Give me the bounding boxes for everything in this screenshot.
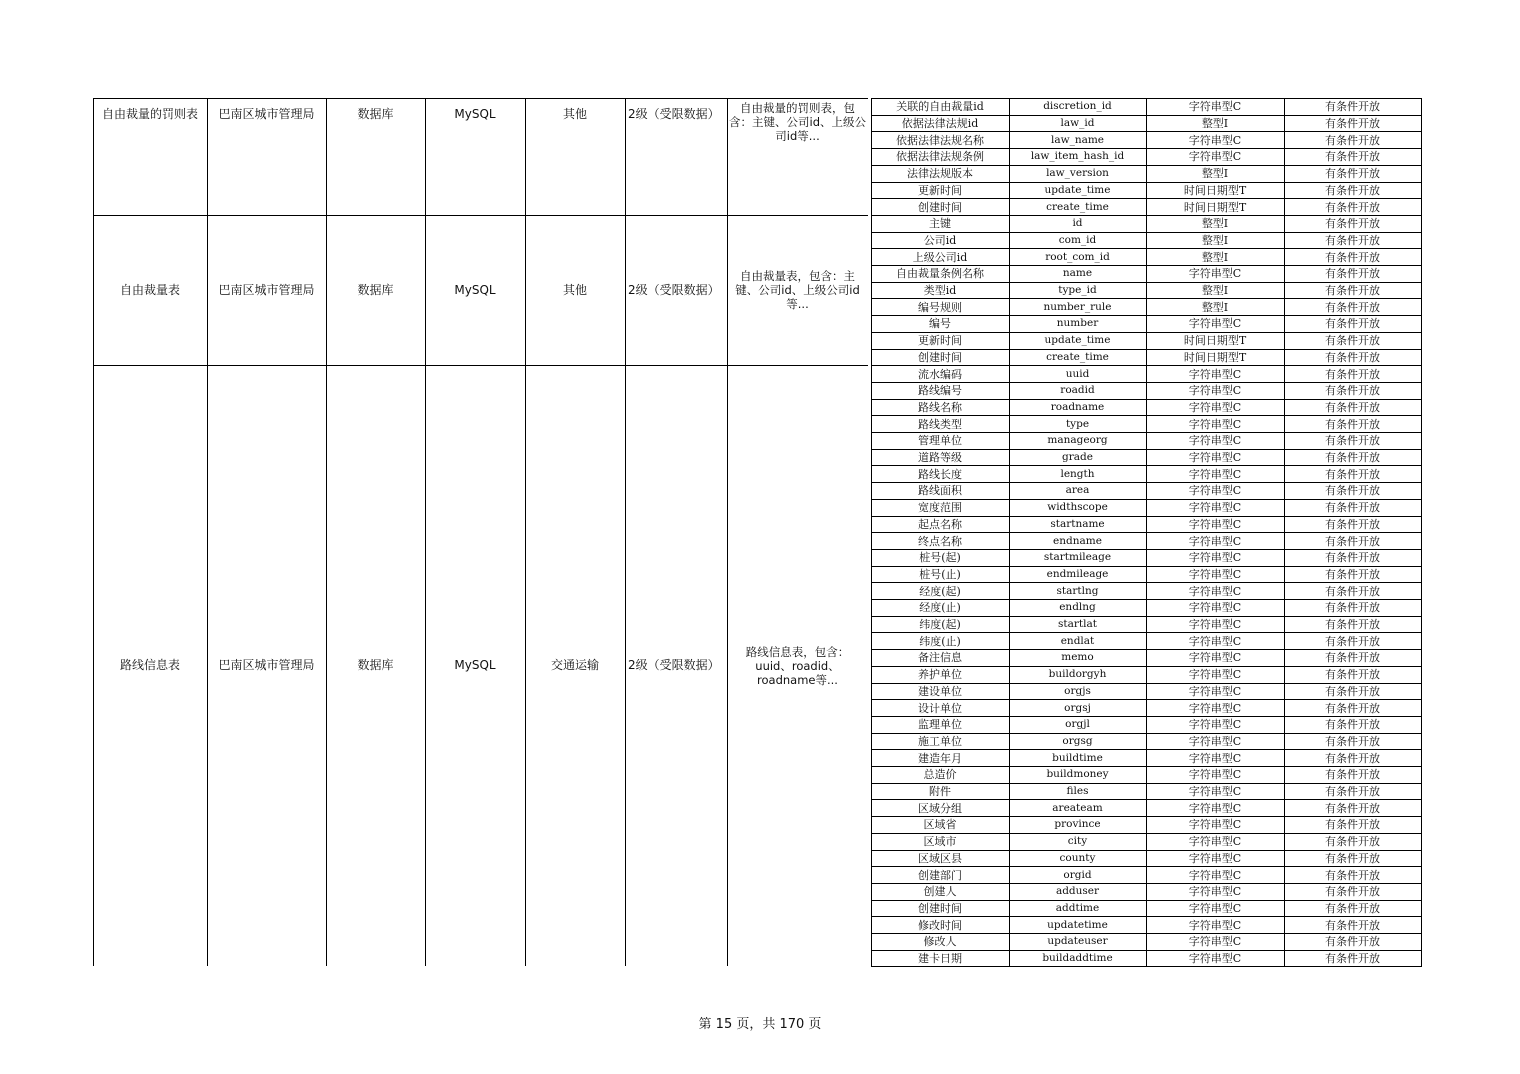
field-code: startlat bbox=[1058, 618, 1097, 631]
field-data-type: 字符串型C bbox=[1188, 868, 1242, 882]
grid-line bbox=[1284, 98, 1285, 967]
field-data-type: 字符串型C bbox=[1188, 634, 1242, 648]
field-cn-name: 区域省 bbox=[923, 818, 957, 832]
field-code: manageorg bbox=[1047, 434, 1108, 447]
field-open-type: 有条件开放 bbox=[1325, 668, 1380, 682]
field-code: number bbox=[1056, 317, 1099, 330]
field-data-type: 字符串型C bbox=[1188, 317, 1242, 331]
field-data-type: 字符串型C bbox=[1188, 551, 1242, 565]
grid-line bbox=[93, 215, 868, 216]
field-code: update_time bbox=[1044, 334, 1111, 347]
field-cn-name: 区域区县 bbox=[918, 851, 962, 865]
field-cn-name: 管理单位 bbox=[918, 434, 962, 448]
field-code: law_item_hash_id bbox=[1030, 150, 1125, 163]
field-data-type: 字符串型C bbox=[1188, 651, 1242, 665]
field-open-type: 有条件开放 bbox=[1325, 167, 1380, 181]
field-code: number_rule bbox=[1043, 300, 1112, 313]
field-cn-name: 路线名称 bbox=[918, 400, 962, 414]
field-open-type: 有条件开放 bbox=[1325, 835, 1380, 849]
field-open-type: 有条件开放 bbox=[1325, 801, 1380, 815]
field-open-type: 有条件开放 bbox=[1325, 467, 1380, 481]
field-open-type: 有条件开放 bbox=[1325, 183, 1380, 197]
field-cn-name: 备注信息 bbox=[918, 651, 962, 665]
field-data-type: 字符串型C bbox=[1188, 885, 1242, 899]
field-cn-name: 公司id bbox=[923, 233, 957, 247]
group-2-db-type: MySQL bbox=[454, 658, 496, 673]
field-code: updateuser bbox=[1047, 935, 1108, 948]
field-cn-name: 创建人 bbox=[923, 885, 957, 899]
field-data-type: 字符串型C bbox=[1188, 451, 1242, 465]
field-cn-name: 关联的自由裁量id bbox=[896, 100, 984, 114]
field-open-type: 有条件开放 bbox=[1325, 284, 1380, 298]
field-open-type: 有条件开放 bbox=[1325, 217, 1380, 231]
field-code: widthscope bbox=[1047, 501, 1108, 514]
group-1-db-type: MySQL bbox=[454, 282, 496, 297]
grid-line bbox=[93, 98, 868, 99]
field-open-type: 有条件开放 bbox=[1325, 634, 1380, 648]
group-0-description: 自由裁量的罚则表，包含：主键、公司id、上级公司id等... bbox=[729, 101, 866, 143]
field-data-type: 整型I bbox=[1201, 284, 1229, 298]
field-data-type: 字符串型C bbox=[1188, 517, 1242, 531]
field-cn-name: 区域分组 bbox=[918, 801, 962, 815]
field-open-type: 有条件开放 bbox=[1325, 785, 1380, 799]
field-cn-name: 路线编号 bbox=[918, 384, 962, 398]
field-open-type: 有条件开放 bbox=[1325, 918, 1380, 932]
field-code: startname bbox=[1050, 517, 1105, 530]
field-code: updatetime bbox=[1047, 918, 1108, 931]
field-open-type: 有条件开放 bbox=[1325, 200, 1380, 214]
field-open-type: 有条件开放 bbox=[1325, 885, 1380, 899]
field-open-type: 有条件开放 bbox=[1325, 567, 1380, 581]
field-data-type: 字符串型C bbox=[1188, 684, 1242, 698]
field-open-type: 有条件开放 bbox=[1325, 501, 1380, 515]
field-code: law_version bbox=[1046, 167, 1109, 180]
field-data-type: 字符串型C bbox=[1188, 584, 1242, 598]
field-data-type: 字符串型C bbox=[1188, 133, 1242, 147]
field-cn-name: 终点名称 bbox=[918, 534, 962, 548]
field-code: county bbox=[1059, 851, 1096, 864]
group-0-category: 其他 bbox=[562, 107, 587, 122]
field-cn-name: 建卡日期 bbox=[918, 952, 962, 966]
group-1-description: 自由裁量表，包含：主键、公司id、上级公司id等... bbox=[735, 269, 860, 312]
field-cn-name: 创建部门 bbox=[918, 868, 962, 882]
field-cn-name: 建设单位 bbox=[918, 684, 962, 698]
group-2-table-name: 路线信息表 bbox=[119, 658, 180, 673]
field-data-type: 字符串型C bbox=[1188, 734, 1242, 748]
group-2-category: 交通运输 bbox=[550, 658, 599, 673]
field-data-type: 字符串型C bbox=[1188, 534, 1242, 548]
field-code: endmileage bbox=[1046, 567, 1109, 580]
field-data-type: 字符串型C bbox=[1188, 935, 1242, 949]
field-open-type: 有条件开放 bbox=[1325, 584, 1380, 598]
field-code: name bbox=[1062, 267, 1093, 280]
field-cn-name: 经度(起) bbox=[919, 584, 961, 598]
field-data-type: 字符串型C bbox=[1188, 100, 1242, 114]
field-data-type: 时间日期型T bbox=[1183, 183, 1247, 197]
field-code: area bbox=[1065, 484, 1090, 497]
field-cn-name: 宽度范围 bbox=[918, 501, 962, 515]
field-open-type: 有条件开放 bbox=[1325, 250, 1380, 264]
field-code: endlat bbox=[1060, 634, 1095, 647]
field-data-type: 字符串型C bbox=[1188, 751, 1242, 765]
field-data-type: 字符串型C bbox=[1188, 835, 1242, 849]
field-code: length bbox=[1060, 467, 1095, 480]
field-data-type: 字符串型C bbox=[1188, 901, 1242, 915]
field-open-type: 有条件开放 bbox=[1325, 718, 1380, 732]
field-data-type: 字符串型C bbox=[1188, 818, 1242, 832]
field-cn-name: 创建时间 bbox=[918, 350, 962, 364]
field-cn-name: 依据法律法规名称 bbox=[896, 133, 984, 147]
field-code: grade bbox=[1062, 451, 1093, 464]
field-code: type bbox=[1065, 417, 1090, 430]
field-data-type: 整型I bbox=[1201, 300, 1229, 314]
field-cn-name: 养护单位 bbox=[918, 668, 962, 682]
field-code: adduser bbox=[1055, 885, 1100, 898]
field-code: orgjl bbox=[1065, 718, 1090, 731]
grid-line bbox=[326, 98, 327, 966]
field-cn-name: 创建时间 bbox=[918, 200, 962, 214]
field-data-type: 整型I bbox=[1201, 250, 1229, 264]
field-code: roadid bbox=[1060, 384, 1095, 397]
field-data-type: 整型I bbox=[1201, 217, 1229, 231]
field-code: com_id bbox=[1058, 233, 1097, 246]
field-open-type: 有条件开放 bbox=[1325, 601, 1380, 615]
grid-line bbox=[1421, 98, 1422, 967]
field-data-type: 字符串型C bbox=[1188, 400, 1242, 414]
field-data-type: 字符串型C bbox=[1188, 768, 1242, 782]
field-open-type: 有条件开放 bbox=[1325, 384, 1380, 398]
field-data-type: 整型I bbox=[1201, 117, 1229, 131]
field-data-type: 字符串型C bbox=[1188, 267, 1242, 281]
field-open-type: 有条件开放 bbox=[1325, 317, 1380, 331]
field-code: orgsg bbox=[1062, 734, 1093, 747]
field-code: update_time bbox=[1044, 183, 1111, 196]
group-2-storage-type: 数据库 bbox=[357, 658, 394, 673]
field-code: startlng bbox=[1056, 584, 1099, 597]
field-open-type: 有条件开放 bbox=[1325, 300, 1380, 314]
field-data-type: 时间日期型T bbox=[1183, 334, 1247, 348]
field-open-type: 有条件开放 bbox=[1325, 367, 1380, 381]
field-data-type: 字符串型C bbox=[1188, 952, 1242, 966]
field-cn-name: 法律法规版本 bbox=[907, 167, 973, 181]
field-data-type: 字符串型C bbox=[1188, 701, 1242, 715]
field-cn-name: 自由裁量条例名称 bbox=[896, 267, 984, 281]
field-data-type: 字符串型C bbox=[1188, 851, 1242, 865]
group-0-storage-type: 数据库 bbox=[357, 107, 394, 122]
field-cn-name: 纬度(起) bbox=[919, 618, 961, 632]
field-open-type: 有条件开放 bbox=[1325, 133, 1380, 147]
field-open-type: 有条件开放 bbox=[1325, 484, 1380, 498]
grid-line bbox=[1146, 98, 1147, 967]
field-data-type: 字符串型C bbox=[1188, 501, 1242, 515]
field-code: law_id bbox=[1060, 117, 1095, 130]
field-open-type: 有条件开放 bbox=[1325, 233, 1380, 247]
page-footer: 第 15 页，共 170 页 bbox=[698, 1017, 822, 1032]
field-open-type: 有条件开放 bbox=[1325, 901, 1380, 915]
field-open-type: 有条件开放 bbox=[1325, 701, 1380, 715]
field-cn-name: 桩号(止) bbox=[919, 567, 961, 581]
field-cn-name: 区域市 bbox=[923, 835, 957, 849]
grid-line bbox=[93, 98, 94, 966]
field-data-type: 字符串型C bbox=[1188, 467, 1242, 481]
field-code: buildorgyh bbox=[1048, 668, 1107, 681]
group-2-security-level: 2级（受限数据） bbox=[628, 658, 720, 673]
field-data-type: 字符串型C bbox=[1188, 801, 1242, 815]
field-code: orgsj bbox=[1064, 701, 1091, 714]
field-code: uuid bbox=[1065, 367, 1090, 380]
field-open-type: 有条件开放 bbox=[1325, 517, 1380, 531]
field-cn-name: 总造价 bbox=[923, 768, 957, 782]
grid-line bbox=[625, 98, 626, 966]
field-data-type: 字符串型C bbox=[1188, 484, 1242, 498]
field-data-type: 字符串型C bbox=[1188, 718, 1242, 732]
field-code: type_id bbox=[1058, 284, 1097, 297]
field-code: id bbox=[1072, 217, 1083, 230]
field-data-type: 整型I bbox=[1201, 167, 1229, 181]
field-open-type: 有条件开放 bbox=[1325, 100, 1380, 114]
field-cn-name: 施工单位 bbox=[918, 734, 962, 748]
grid-line bbox=[425, 98, 426, 966]
field-open-type: 有条件开放 bbox=[1325, 350, 1380, 364]
group-1-department: 巴南区城市管理局 bbox=[218, 282, 315, 297]
field-cn-name: 路线类型 bbox=[918, 417, 962, 431]
field-cn-name: 类型id bbox=[923, 284, 957, 298]
field-cn-name: 修改时间 bbox=[918, 918, 962, 932]
field-code: buildmoney bbox=[1046, 768, 1109, 781]
field-cn-name: 监理单位 bbox=[918, 718, 962, 732]
group-1-storage-type: 数据库 bbox=[357, 282, 394, 297]
field-open-type: 有条件开放 bbox=[1325, 534, 1380, 548]
field-cn-name: 编号 bbox=[929, 317, 951, 331]
grid-line bbox=[525, 98, 526, 966]
group-0-table-name: 自由裁量的罚则表 bbox=[101, 107, 198, 122]
field-code: province bbox=[1054, 818, 1101, 831]
field-code: orgid bbox=[1063, 868, 1092, 881]
field-open-type: 有条件开放 bbox=[1325, 768, 1380, 782]
grid-line bbox=[871, 98, 872, 967]
field-code: buildtime bbox=[1052, 751, 1103, 764]
field-open-type: 有条件开放 bbox=[1325, 868, 1380, 882]
field-code: law_name bbox=[1050, 133, 1105, 146]
field-cn-name: 道路等级 bbox=[918, 451, 962, 465]
field-code: root_com_id bbox=[1045, 250, 1110, 263]
grid-line bbox=[93, 365, 868, 366]
field-open-type: 有条件开放 bbox=[1325, 651, 1380, 665]
field-cn-name: 起点名称 bbox=[918, 517, 962, 531]
field-open-type: 有条件开放 bbox=[1325, 451, 1380, 465]
field-cn-name: 建造年月 bbox=[918, 751, 962, 765]
field-data-type: 字符串型C bbox=[1188, 367, 1242, 381]
field-code: startmileage bbox=[1043, 551, 1112, 564]
group-1-table-name: 自由裁量表 bbox=[119, 282, 180, 297]
field-data-type: 字符串型C bbox=[1188, 668, 1242, 682]
field-data-type: 字符串型C bbox=[1188, 434, 1242, 448]
field-code: discretion_id bbox=[1043, 100, 1112, 113]
field-cn-name: 经度(止) bbox=[919, 601, 961, 615]
field-cn-name: 桩号(起) bbox=[919, 551, 961, 565]
field-data-type: 字符串型C bbox=[1188, 567, 1242, 581]
field-open-type: 有条件开放 bbox=[1325, 818, 1380, 832]
field-data-type: 字符串型C bbox=[1188, 601, 1242, 615]
field-open-type: 有条件开放 bbox=[1325, 417, 1380, 431]
field-data-type: 字符串型C bbox=[1188, 618, 1242, 632]
field-cn-name: 上级公司id bbox=[912, 250, 968, 264]
grid-line bbox=[207, 98, 208, 966]
field-open-type: 有条件开放 bbox=[1325, 551, 1380, 565]
field-code: create_time bbox=[1046, 350, 1109, 363]
field-cn-name: 纬度(止) bbox=[919, 634, 961, 648]
field-cn-name: 编号规则 bbox=[918, 300, 962, 314]
field-data-type: 字符串型C bbox=[1188, 150, 1242, 164]
field-open-type: 有条件开放 bbox=[1325, 851, 1380, 865]
field-open-type: 有条件开放 bbox=[1325, 734, 1380, 748]
field-code: endlng bbox=[1059, 601, 1096, 614]
field-code: memo bbox=[1061, 651, 1094, 664]
field-open-type: 有条件开放 bbox=[1325, 618, 1380, 632]
field-cn-name: 创建时间 bbox=[918, 901, 962, 915]
field-cn-name: 主键 bbox=[929, 217, 951, 231]
grid-line bbox=[727, 98, 728, 966]
field-open-type: 有条件开放 bbox=[1325, 117, 1380, 131]
field-open-type: 有条件开放 bbox=[1325, 150, 1380, 164]
field-code: areateam bbox=[1052, 801, 1103, 814]
field-code: roadname bbox=[1050, 400, 1105, 413]
field-data-type: 字符串型C bbox=[1188, 918, 1242, 932]
field-code: buildaddtime bbox=[1042, 952, 1113, 965]
field-open-type: 有条件开放 bbox=[1325, 267, 1380, 281]
field-cn-name: 设计单位 bbox=[918, 701, 962, 715]
field-code: files bbox=[1066, 785, 1089, 798]
field-code: endname bbox=[1053, 534, 1102, 547]
field-open-type: 有条件开放 bbox=[1325, 935, 1380, 949]
group-1-security-level: 2级（受限数据） bbox=[628, 282, 720, 297]
field-cn-name: 路线面积 bbox=[918, 484, 962, 498]
field-code: create_time bbox=[1046, 200, 1109, 213]
field-open-type: 有条件开放 bbox=[1325, 334, 1380, 348]
field-open-type: 有条件开放 bbox=[1325, 952, 1380, 966]
field-data-type: 时间日期型T bbox=[1183, 350, 1247, 364]
field-cn-name: 更新时间 bbox=[918, 334, 962, 348]
field-cn-name: 流水编码 bbox=[918, 367, 962, 381]
field-cn-name: 附件 bbox=[929, 785, 951, 799]
field-data-type: 字符串型C bbox=[1188, 417, 1242, 431]
grid-line bbox=[1009, 98, 1010, 967]
field-data-type: 字符串型C bbox=[1188, 384, 1242, 398]
group-0-security-level: 2级（受限数据） bbox=[628, 107, 720, 122]
group-1-category: 其他 bbox=[562, 282, 587, 297]
field-code: addtime bbox=[1055, 901, 1100, 914]
group-2-department: 巴南区城市管理局 bbox=[218, 658, 315, 673]
group-0-department: 巴南区城市管理局 bbox=[218, 107, 315, 122]
field-code: orgjs bbox=[1064, 684, 1091, 697]
field-cn-name: 路线长度 bbox=[918, 467, 962, 481]
field-open-type: 有条件开放 bbox=[1325, 751, 1380, 765]
field-open-type: 有条件开放 bbox=[1325, 684, 1380, 698]
group-0-db-type: MySQL bbox=[454, 107, 496, 122]
field-cn-name: 依据法律法规id bbox=[901, 117, 979, 131]
group-2-description: 路线信息表，包含：uuid、roadid、roadname等... bbox=[745, 644, 850, 687]
field-open-type: 有条件开放 bbox=[1325, 400, 1380, 414]
field-data-type: 整型I bbox=[1201, 233, 1229, 247]
field-cn-name: 依据法律法规条例 bbox=[896, 150, 984, 164]
field-data-type: 时间日期型T bbox=[1183, 200, 1247, 214]
field-open-type: 有条件开放 bbox=[1325, 434, 1380, 448]
field-code: city bbox=[1067, 835, 1088, 848]
field-cn-name: 修改人 bbox=[923, 935, 957, 949]
field-cn-name: 更新时间 bbox=[918, 183, 962, 197]
field-data-type: 字符串型C bbox=[1188, 785, 1242, 799]
